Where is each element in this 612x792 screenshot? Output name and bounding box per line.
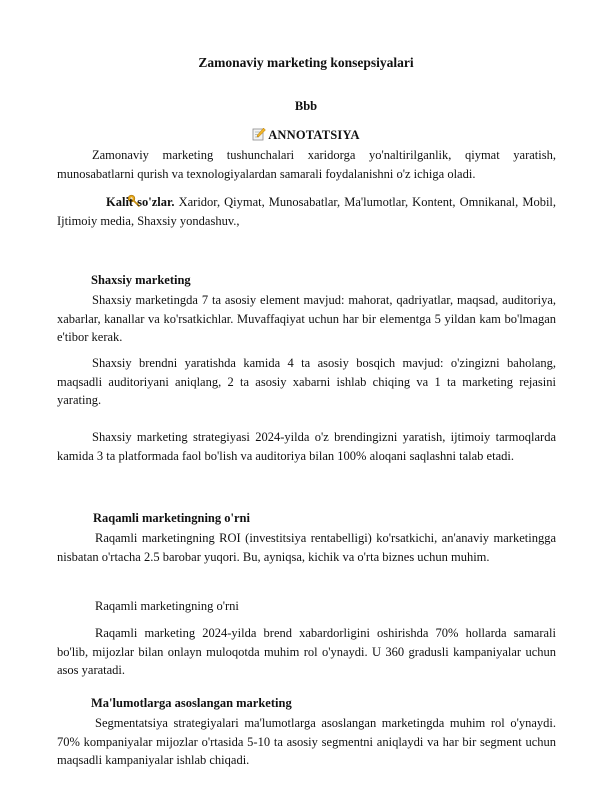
keywords-text: Xaridor, Qiymat, Munosabatlar, Ma'lumotlar, Kontent, Omnikanal, Mobil, Ijtimoiy media, Shaxsiy yondashuv.,: [57, 195, 557, 228]
section-paragraph: Raqamli marketingning ROI (investitsiya rentabelligi) ko'rsatkichi, an'anaviy marketingga nisbatan o'rtacha 2.5 barobar yuqori. Bu, ayniqsa, kichik va o'rta biznes uchun muhim.: [57, 531, 556, 564]
document-title: Zamonaviy marketing konsepsiyalari: [198, 55, 414, 70]
section-heading: Raqamli marketingning o'rni: [93, 511, 250, 525]
annotation-text: Zamonaviy marketing tushunchalari xaridorga yo'naltirilganlik, qiymat yaratish, munosabatlarni qurish va texnologiyalardan samarali foydalanishni o'z ichiga oladi.: [57, 148, 556, 181]
annotation-heading-row: [0, 127, 612, 143]
section-heading: Shaxsiy marketing: [91, 273, 191, 287]
key-icon: [92, 194, 106, 208]
annotation-heading: ANNOTATSIYA: [268, 128, 360, 142]
section-paragraph: Raqamli marketing 2024-yilda brend xabardorligini oshirishda 70% hollarda samarali bo'lib, mijozlar bilan onlayn muloqotda muhim rol o'ynaydi. U 360 gradusli kampaniyalar uchun asos yaratadi.: [57, 626, 556, 677]
section-paragraph: Shaxsiy marketing strategiyasi 2024-yilda o'z brendingizni yaratish, ijtimoiy tarmoqlarda kamida 3 ta platformada faol bo'lish va auditoriya bilan 100% aloqani saqlashni talab etadi.: [57, 430, 556, 463]
section-paragraph: Shaxsiy marketingda 7 ta asosiy element mavjud: mahorat, qadriyatlar, maqsad, auditoriya, xabarlar, kanallar va ko'rsatkichlar. Muvaffaqiyat uchun har bir elementga 5 yildan kam bo'lmagan e'tibor kerak.: [57, 293, 556, 344]
section-paragraph: Shaxsiy brendni yaratishda kamida 4 ta asosiy bosqich mavjud: o'zingizni baholang, maqsadli auditoriyani aniqlang, 2 ta asosiy xabarni ishlab chiqing va 1 ta marketing rejasini yarating.: [57, 356, 556, 407]
keywords-paragraph: [57, 193, 556, 230]
keywords-label: Kalit so'zlar.: [106, 195, 175, 209]
section-subheading: Raqamli marketingning o'rni: [95, 599, 239, 613]
document-author: Bbb: [294, 99, 318, 113]
section-paragraph: Segmentatsiya strategiyalari ma'lumotlarga asoslangan marketingda muhim rol o'ynaydi. 70% kompaniyalar mijozlar o'rtasida 5-10 ta asosiy segmentni aniqlaydi va har bir segment uchun maqsadli kampaniyalar ishlab chiqadi.: [57, 716, 556, 767]
memo-pencil-icon: [252, 127, 266, 141]
section-heading: Ma'lumotlarga asoslangan marketing: [91, 696, 292, 710]
